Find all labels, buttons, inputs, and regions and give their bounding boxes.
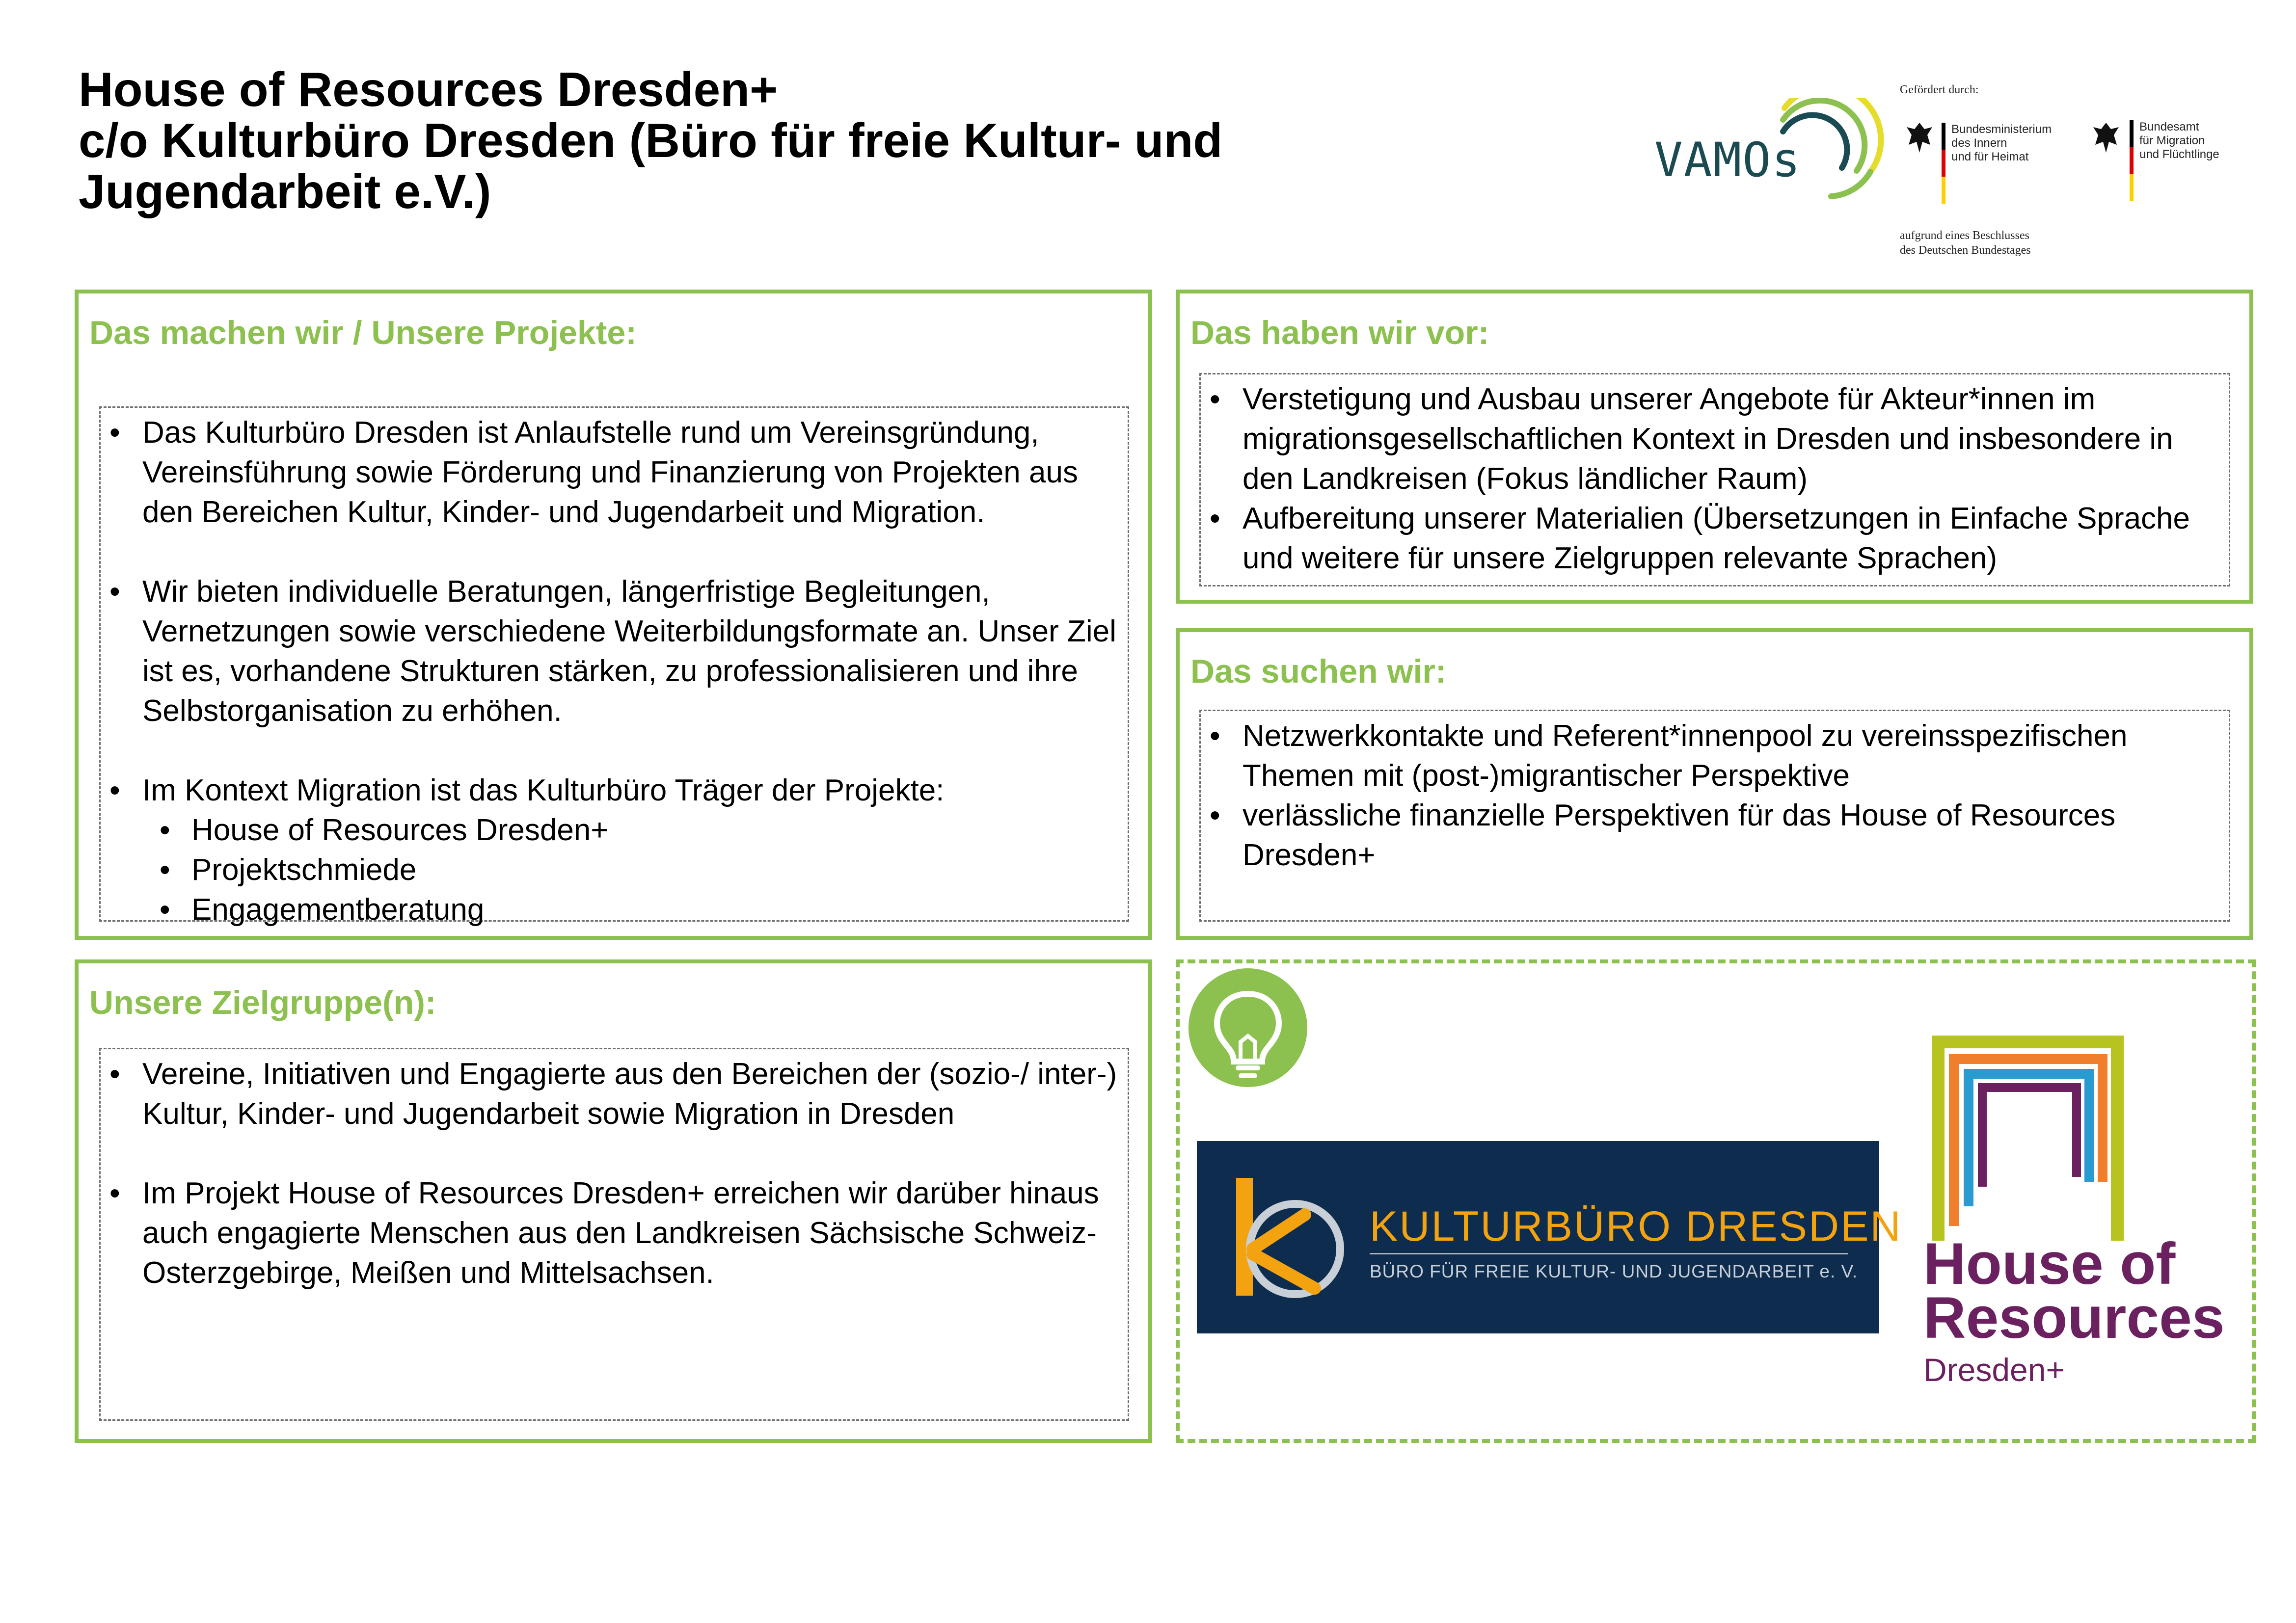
panel-projekte-content: [99, 406, 1129, 927]
lightbulb-badge: [1189, 968, 1307, 1087]
vamos-logo: [1654, 98, 1885, 206]
panel-zielgruppe-title: Unsere Zielgruppe(n):: [89, 984, 436, 1021]
bamf-name: Bundesamt für Migration und Flüchtlinge: [2139, 120, 2219, 161]
hor-line-3: Dresden+: [1923, 1352, 2065, 1388]
projekte-sublist: [142, 810, 1127, 930]
zielgruppe-list: [101, 1054, 1127, 1293]
sub-list-item: • Projektschmiede: [142, 850, 1127, 890]
panel-logos: [1176, 959, 2256, 1443]
arches-icon: [1923, 1035, 2238, 1251]
suchen-list: [1201, 716, 2227, 875]
panel-vorhaben-content: [1199, 373, 2230, 586]
hor-line-2: Resources: [1923, 1285, 2225, 1351]
list-item: • verlässliche finanzielle Perspektiven für das House of Resources Dresden+: [1201, 796, 2227, 875]
sub-list-item: • Engagementberatung: [142, 890, 1127, 930]
sub-list-item: • House of Resources Dresden+: [142, 810, 1127, 850]
vamos-wordmark: VAMOs: [1654, 133, 1801, 187]
federal-eagle-icon: [1905, 120, 1934, 155]
list-item: • Netzwerkkontakte und Referent*innenpool zu vereinsspezifischen Themen mit (post-)migrantischer Perspektive: [1201, 716, 2227, 796]
list-item: • Im Projekt House of Resources Dresden+ erreichen wir darüber hinaus auch engagierte Menschen aus den Landkreisen Sächsische Schweiz-Osterzgebirge, Meißen und Mittelsachsen.: [101, 1173, 1127, 1293]
federal-eagle-icon-2: [2091, 120, 2121, 155]
list-item: • Aufbereitung unserer Materialien (Übersetzungen in Einfache Sprache und weitere für unsere Zielgruppen relevante Sprachen): [1201, 499, 2227, 578]
title-line-3: Jugendarbeit e.V.): [79, 164, 491, 218]
ministry-name: Bundesministerium des Innern und für Heimat: [1951, 123, 2052, 163]
panel-vorhaben-title: Das haben wir vor:: [1190, 314, 1489, 351]
panel-suchen-content: [1199, 710, 2230, 922]
panel-suchen-title: Das suchen wir:: [1190, 653, 1447, 690]
panel-vorhaben: [1176, 290, 2253, 604]
panel-projekte-title: Das machen wir / Unsere Projekte:: [89, 314, 637, 351]
flag-bar-icon-2: [2130, 120, 2134, 201]
kulturbuero-name: KULTURBÜRO DRESDEN: [1370, 1203, 1902, 1250]
flag-bar-icon: [1942, 123, 1945, 204]
panel-suchen: [1176, 628, 2253, 940]
title-line-2: c/o Kulturbüro Dresden (Büro für freie Kultur- und: [79, 113, 1223, 167]
gefoerdert-label: Gefördert durch:: [1900, 83, 1979, 96]
projekte-list: [101, 413, 1127, 930]
list-item: • Wir bieten individuelle Beratungen, längerfristige Begleitungen, Vernetzungen sowie verschiedene Weiterbildungsformate an. Unser Ziel ist es, vorhandene Strukturen stärken, zu professionalisieren und ihre Selbstorganisation zu erhöhen.: [101, 572, 1127, 731]
kulturbuero-k-icon: [1221, 1141, 1369, 1333]
title-line-1: House of Resources Dresden+: [79, 62, 778, 116]
list-item: • Das Kulturbüro Dresden ist Anlaufstelle rund um Vereinsgründung, Vereinsführung sowie Förderung und Finanzierung von Projekten aus den Bereichen Kultur, Kinder- und Jugendarbeit und Migration.: [101, 413, 1127, 532]
page-title: [79, 64, 1502, 217]
hor-line-1: House of: [1923, 1231, 2176, 1297]
beschluss-text: aufgrund eines Beschlusses des Deutschen Bundestages: [1900, 229, 2031, 257]
list-item: • Im Kontext Migration ist das Kulturbüro Träger der Projekte: • House of Resources Dresden+ • Projektschmiede • Engagementberatung: [101, 771, 1127, 930]
panel-zielgruppe: [75, 959, 1152, 1443]
kulturbuero-subtitle: BÜRO FÜR FREIE KULTUR- UND JUGENDARBEIT e. V.: [1370, 1261, 1858, 1281]
kulturbuero-logo: [1197, 1141, 1902, 1333]
vorhaben-list: [1201, 379, 2227, 578]
panel-zielgruppe-content: [99, 1048, 1129, 1421]
house-of-resources-logo: [1923, 1035, 2238, 1417]
list-item: • Verstetigung und Ausbau unserer Angebote für Akteur*innen im migrationsgesellschaftlichen Kontext in Dresden und insbesondere in den Landkreisen (Fokus ländlicher Raum): [1201, 379, 2227, 499]
panel-projekte: [75, 290, 1152, 940]
list-item: • Vereine, Initiativen und Engagierte aus den Bereichen der (sozio-/ inter-) Kultur, Kinder- und Jugendarbeit sowie Migration in Dresden: [101, 1054, 1127, 1134]
lightbulb-icon: [1189, 968, 1307, 1087]
